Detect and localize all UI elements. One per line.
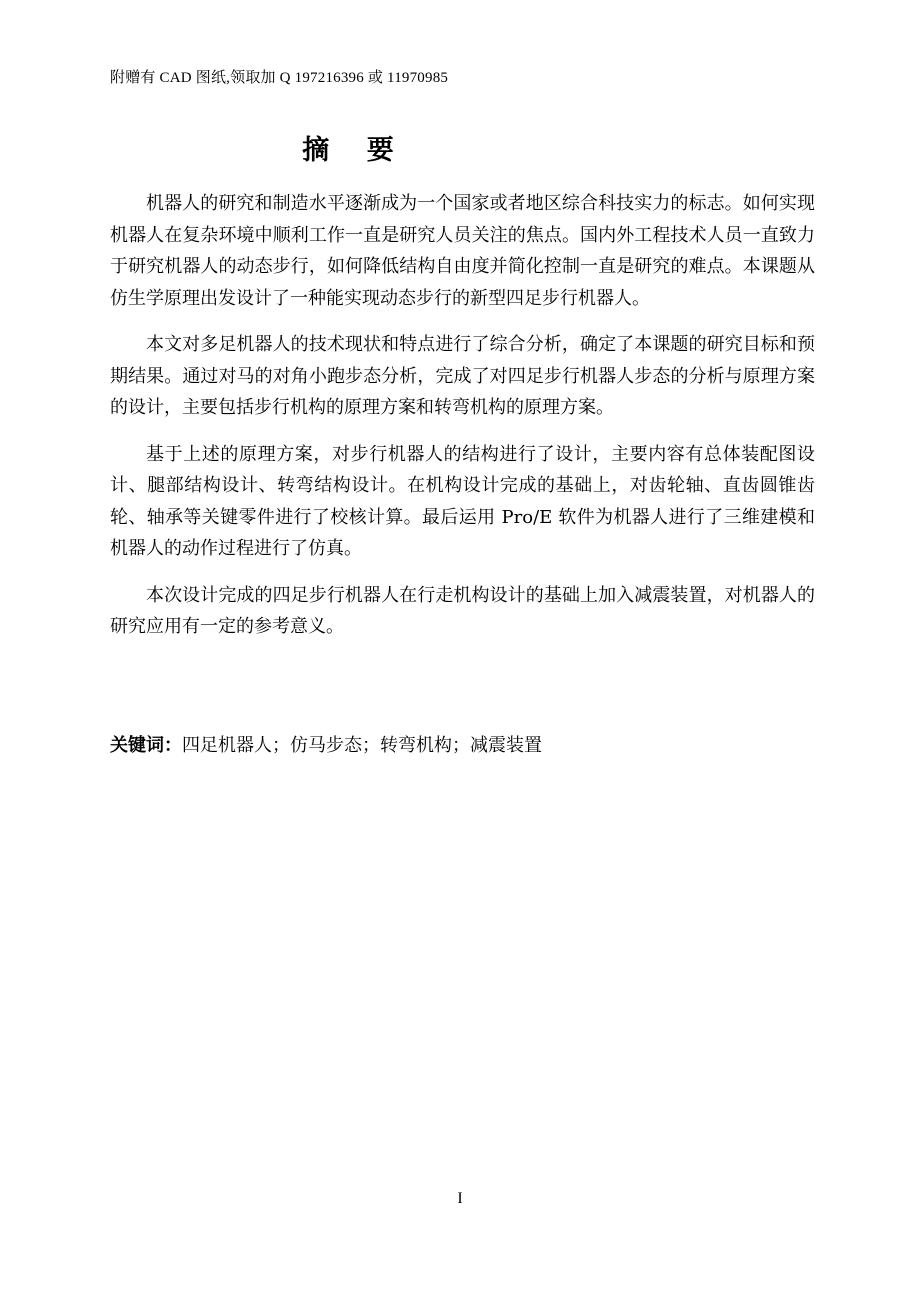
keywords-value: 四足机器人；仿马步态；转弯机构；减震装置	[182, 735, 542, 756]
abstract-body	[110, 188, 815, 658]
keywords-line	[110, 731, 542, 757]
abstract-paragraph-4: 本次设计完成的四足步行机器人在行走机构设计的基础上加入减震装置，对机器人的研究应用有一定的参考意义。	[110, 584, 815, 637]
keywords-label: 关键词：	[110, 735, 182, 756]
page-number: I	[457, 1190, 463, 1207]
header-note: 附赠有 CAD 图纸,领取加 Q 197216396 或 11970985	[110, 70, 449, 86]
abstract-paragraph-2: 本文对多足机器人的技术现状和特点进行了综合分析，确定了本课题的研究目标和预期结果。通过对马的对角小跑步态分析，完成了对四足步行机器人步态的分析与原理方案的设计，主要包括步行机构的原理方案和转弯机构的原理方案。	[110, 334, 815, 418]
abstract-paragraph-1: 机器人的研究和制造水平逐渐成为一个国家或者地区综合科技实力的标志。如何实现机器人在复杂环境中顺利工作一直是研究人员关注的焦点。国内外工程技术人员一直致力于研究机器人的动态步行，如何降低结构自由度并简化控制一直是研究的难点。本课题从仿生学原理出发设计了一种能实现动态步行的新型四足步行机器人。	[110, 193, 815, 309]
page-title: 摘 要	[302, 135, 408, 166]
abstract-paragraph-3: 基于上述的原理方案，对步行机器人的结构进行了设计，主要内容有总体装配图设计、腿部结构设计、转弯结构设计。在机构设计完成的基础上，对齿轮轴、直齿圆锥齿轮、轴承等关键零件进行了校核计算。最后运用 Pro/E 软件为机器人进行了三维建模和机器人的动作过程进行了仿真。	[110, 443, 815, 559]
